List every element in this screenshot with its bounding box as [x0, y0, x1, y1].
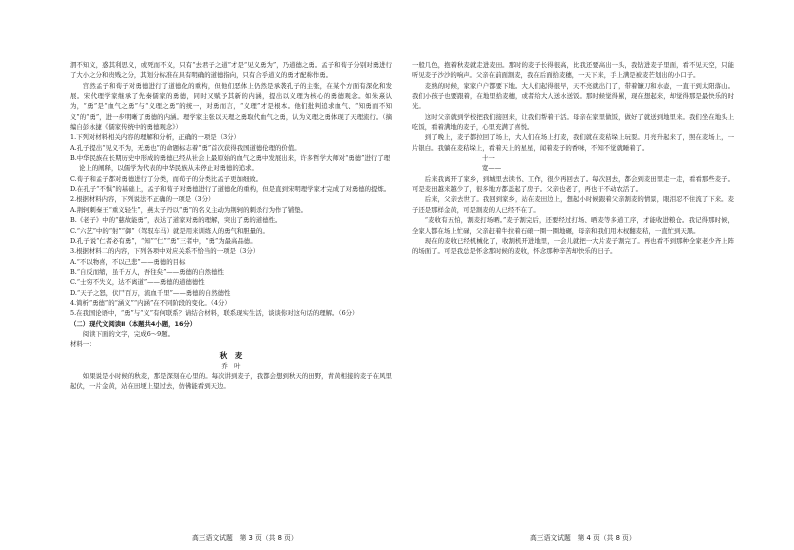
- option-a: A.荆轲刺秦王“重义轻生”，燕太子丹以“勇”的名义主动为荆轲的刺杀行为作了铺垫。: [70, 205, 307, 214]
- paragraph: 一般几色，抱着秋麦就走进麦田。那时的麦子长得很高，比我还要高出一头，我钻进麦子里面，看不见天空，只能听见麦子沙沙的响声。父亲在前面割麦，我在后面拾麦穗，一天下来，手上满是被麦芒划出的小口子。: [412, 61, 734, 80]
- option-d: D.孔子说“仁者必有勇”，“知”“仁”“勇”三者中，“勇”为最高品德。: [70, 236, 257, 245]
- paragraph: 如果说是小时候的秋麦，那是深刻在心里的。每次讲到麦子，我都会想到秋天的田野，青黄相接的麦子在风里起伏，一片金黄，站在田埂上望过去，仿佛能看到天边。: [70, 371, 392, 391]
- paragraph: 麦熟的时候，家家户户都要下地。大人们起得很早，天不亮就出门了，带着镰刀和水壶，一直干到太阳落山。我们小孩子也要跟着，在地里拾麦穗，或者给大人送水送饭。那时候觉得累，现在想起来，却觉得那是最快乐的时光。: [412, 81, 734, 111]
- page-footer-left: 高三语文试题 第 3 页（共 8 页）: [192, 534, 298, 542]
- option-c: C.“士穷不失义，达不离道”——勇德的道德德性: [70, 278, 205, 287]
- material-label: 材料一：: [70, 340, 96, 349]
- paragraph: 这时父亲就到学校把我们接回来，让我们帮着干活。母亲在家里做饭，做好了就送到地里来。我们坐在地头上吃饭，看着满地的麦子，心里充满了喜悦。: [412, 112, 734, 132]
- paragraph: 后来我离开了家乡，到城里去读书、工作，很少再回去了。每次回去，都会到麦田里走一走，看看那些麦子。可是麦田越来越少了，很多地方都盖起了房子。父亲也老了，再也干不动农活了。: [412, 174, 734, 194]
- section-heading: （二）现代文阅读Ⅱ（本题共4小题，16分）: [70, 319, 197, 328]
- option-b: B.《老子》中的“慈故能勇”，表达了道家对勇的理解，突出了勇的道德性。: [70, 216, 282, 225]
- question-1: 1.下列对材料相关内容的理解和分析，正确的一项是（3分）: [70, 133, 240, 142]
- story-author: 乔 叶: [221, 361, 241, 370]
- option-c: C.“六艺”中的“射”“御”（驾驭车马）就是用来训练人的勇气和胆量的。: [70, 226, 269, 235]
- question-3: 3.根据材料二的内容，下列各项中对应关系不恰当的一项是（3分）: [70, 247, 260, 256]
- question-5: 5.在我国论语中，“勇”与“义”有何联系？请结合材料，联系现实生活，谈谈你对这句话的理解。（6分）: [70, 309, 359, 318]
- option-a: A.“不以物喜，不以己悲”——勇德的目标: [70, 257, 186, 266]
- option-a: A.孔子提出“见义不为，无勇也”的命题标志着“勇”首次获得我国道德伦理的价值。: [70, 143, 301, 152]
- instructions: 阅读下面的文字，完成6～9题。: [82, 329, 175, 338]
- option-d: D.“天子之怒，伏尸百万，流血千里”——勇德的自然德性: [70, 288, 231, 297]
- page-footer-right: 高三语文试题 第 4 页（共 8 页）: [530, 534, 636, 542]
- paragraph: 渭不知义，惑其利思义，或死而不义，只有“去君子之道”才是“见义勇为”，乃道德之勇。孟子和荀子分别对勇进行了大小之分和贵贱之分，其划分标准在具有明确的道德指向，只有合乎道义的勇才配称作勇。: [70, 61, 392, 80]
- page-3-column: [70, 60, 392, 392]
- paragraph: 后来，父亲去世了。我回到家乡，站在麦田边上，想起小时候跟着父亲割麦的情景，眼泪忍不住流了下来。麦子还是那样金黄，可是割麦的人已经不在了。: [412, 195, 734, 214]
- question-4: 4.简析“勇德”的“涵义”“内涵”在不同阶段的变化。（4分）: [70, 298, 231, 307]
- paragraph: 现在的麦收已经机械化了，收割机开进地里，一会儿就把一大片麦子割完了。再也看不到那种全家老少齐上阵的场面了。可是我总是怀念那时候的麦收，怀念那种辛苦却快乐的日子。: [412, 236, 734, 256]
- option-b: B.中华民族在长期历史中形成的勇德已经从社会上最原始的血气之勇中发展出来，许多哲学大师对“勇德”进行了理论上的阐释，以儒学为代表的中华民族从未停止对勇德的追求。: [70, 154, 391, 173]
- story-title: 秋 麦: [219, 350, 243, 360]
- paragraph: “麦收有五怕，割麦打场晒。”麦子割完后，还要经过打场、晒麦等多道工序，才能收进粮仓。我记得那时候，全家人都在场上忙碌，父亲赶着牛拉着石磙一圈一圈地碾，母亲和我们用木杈翻麦秸，一直忙到天黑。: [412, 216, 734, 235]
- page-4-column: [412, 60, 734, 257]
- option-d: D.在孔子“不惧”的基础上，孟子和荀子对勇德进行了道德化的重构，但是直到宋明理学家才完成了对勇德的提炼。: [70, 185, 391, 194]
- poem-line: 宽——: [482, 164, 502, 173]
- option-c: C.荀子和孟子都对勇德进行了分类，而荀子的分类比孟子更加细致。: [70, 174, 263, 183]
- paragraph: 宫然孟子和荀子对勇德进行了道德化的重构，但他们恶体上仍然是承袭孔子的主张，在某个方面有深化和发展。宋代理学家继承了先秦儒家的勇德，同时又赋予其新的内涵，提出以义理为核心的勇德观念。如朱熹认为，“勇”是“血气之勇”与“义理之勇”的统一，对勇而言，“义理”才是根本。他们批判追求血气、“知勇而不知义”的“勇”，进一步明晰了勇德的内涵。理学家主张以天理之勇取代血气之勇，认为义理之勇体现了天理流行。（摘编自彭永捷《儒家传统中的勇德观念》）: [70, 81, 392, 132]
- paragraph: 到了晚上，麦子都拉回了场上，大人们在场上打麦，我们就在麦秸垛上玩耍。月亮升起来了，照在麦场上，一片银白。我躺在麦秸垛上，看着天上的星星，闻着麦子的香味，不知不觉就睡着了。: [412, 133, 734, 152]
- poem-line: 十一: [482, 154, 495, 163]
- option-b: B.“自反而缩，虽千万人，吾往矣”——勇德的自然德性: [70, 267, 224, 276]
- question-2: 2.根据材料内容，下列说法不正确的一项是（3分）: [70, 195, 215, 204]
